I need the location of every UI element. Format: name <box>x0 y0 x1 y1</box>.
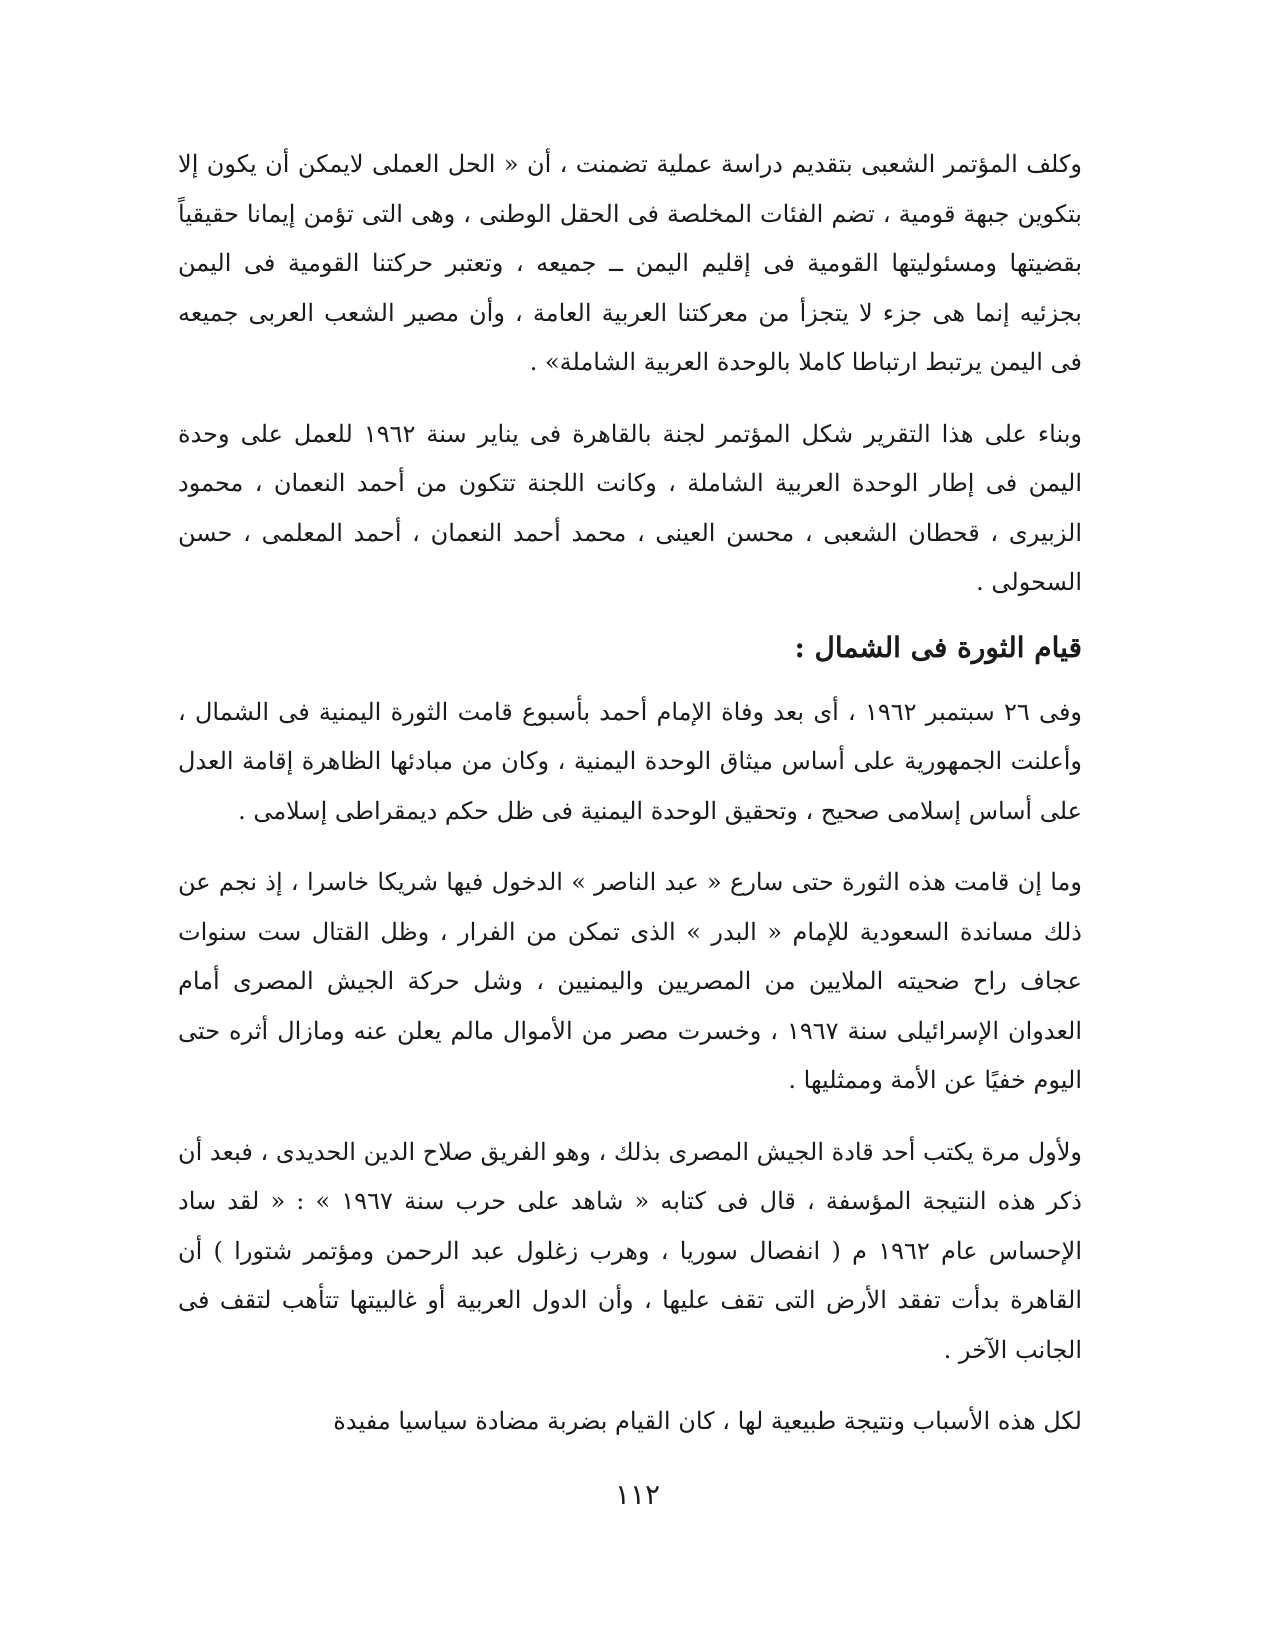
paragraph-popular-congress: وكلف المؤتمر الشعبى بتقديم دراسة عملية تضمنت ، أن « الحل العملى لايمكن أن يكون إلا بتكوين جبهة قومية ، تضم الفئات المخلصة فى الحقل الوطنى ، وهى التى تؤمن إيمانا حقيقياً بقضيتها ومسئوليتها القومية فى إقليم اليمن ــ جميعه ، وتعتبر حركتنا القومية فى اليمن بجزئيه إنما هى جزء لا يتجزأ من معركتنا العربية العامة ، وأن مصير الشعب العربى جميعه فى اليمن يرتبط ارتباطا كاملا بالوحدة العربية الشاملة» . <box>178 150 1082 376</box>
paragraph-cairo-committee: وبناء على هذا التقرير شكل المؤتمر لجنة بالقاهرة فى يناير سنة ١٩٦٢ للعمل على وحدة اليمن فى إطار الوحدة العربية الشاملة ، وكانت اللجنة تتكون من أحمد النعمان ، محمود الزبيرى ، قحطان الشعبى ، محسن العينى ، محمد أحمد النعمان ، أحمد المعلمى ، حسن السحولى . <box>178 419 1082 596</box>
paragraph-revolution-north: وفى ٢٦ سبتمبر ١٩٦٢ ، أى بعد وفاة الإمام أحمد بأسبوع قامت الثورة اليمنية فى الشمال ، وأعلنت الجمهورية على أساس ميثاق الوحدة اليمنية ، وكان من مبادئها الظاهرة إقامة العدل على أساس إسلامى صحيح ، وتحقيق الوحدة اليمنية فى ظل حكم ديمقراطى إسلامى . <box>178 697 1083 825</box>
section-heading: قيام الثورة فى الشمال : <box>794 630 1082 664</box>
paragraph-hadidi-testimony: ولأول مرة يكتب أحد قادة الجيش المصرى بذلك ، وهو الفريق صلاح الدين الحديدى ، فبعد أن ذكر هذه النتيجة المؤسفة ، قال فى كتابه « شاهد على حرب سنة ١٩٦٧ » : « لقد ساد الإحساس عام ١٩٦٢ م ( انفصال سوريا ، وهرب زغلول عبد الرحمن ومؤتمر شتورا ) أن القاهرة بدأت تفقد الأرض التى تقف عليها ، وأن الدول العربية أو غالبيتها تتأهب لتقف فى الجانب الآخر . <box>178 1137 1082 1364</box>
paragraph-nasser-involvement: وما إن قامت هذه الثورة حتى سارع « عبد الناصر » الدخول فيها شريكا خاسرا ، إذ نجم عن ذلك مساندة السعودية للإمام « البدر » الذى تمكن من الفرار ، وظل القتال ست سنوات عجاف راح ضحيته الملايين من المصريين واليمنيين ، وشل حركة الجيش المصرى أمام العدوان الإسرائيلى سنة ١٩٦٧ ، وخسرت مصر من الأموال مالم يعلن عنه ومازال أثره حتى اليوم خفيًا عن الأمة وممثليها . <box>178 868 1083 1094</box>
page-number: ١١٢ <box>614 1478 661 1511</box>
paragraph-counter-strike: لكل هذه الأسباب ونتيجة طبيعية لها ، كان القيام بضربة مضادة سياسيا مفيدة <box>333 1407 1082 1435</box>
page-body <box>178 140 1082 1447</box>
